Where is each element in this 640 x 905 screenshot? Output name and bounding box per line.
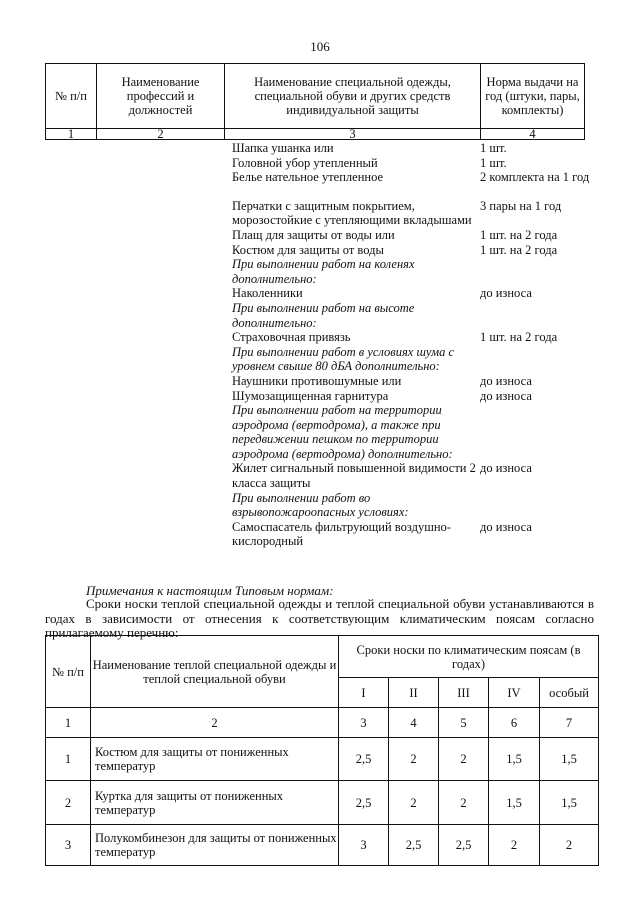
- item-name: Костюм для защиты от воды: [232, 242, 384, 257]
- item-norm: [464, 491, 584, 520]
- row-value: 2: [439, 738, 489, 781]
- item-norm: [480, 185, 600, 199]
- equipment-item: [232, 141, 612, 156]
- item-name: При выполнении работ на территории аэродрома (вертодрома), а также при передвижении пешком по территории аэродрома (вертодрома) дополнительно:: [232, 403, 453, 461]
- equipment-item: [232, 374, 612, 389]
- table-row: [46, 738, 599, 781]
- condition-heading: [232, 345, 612, 374]
- header-number: № п/п: [46, 636, 91, 708]
- item-norm: до износа: [480, 373, 532, 388]
- row-value: 1,5: [489, 738, 540, 781]
- equipment-item: [232, 389, 612, 404]
- row-value: 2: [389, 781, 439, 825]
- header-number: № п/п: [46, 64, 97, 129]
- item-norm: 1 шт. на 2 года: [480, 227, 558, 242]
- notes-title: Примечания к настоящим Типовым нормам:: [86, 583, 334, 598]
- equipment-item: [232, 228, 612, 243]
- row-value: 1,5: [540, 738, 599, 781]
- item-name: При выполнении работ во взрывопожароопасных условиях:: [232, 490, 409, 520]
- equipment-item: [232, 156, 612, 171]
- column-number: 3: [225, 129, 481, 140]
- row-value: 1,5: [489, 781, 540, 825]
- climate-table: [45, 635, 599, 866]
- item-name: Наколенники: [232, 286, 303, 301]
- column-number: 4: [481, 129, 585, 140]
- item-norm: до износа: [480, 461, 532, 476]
- item-name: Жилет сигнальный повышенной видимости 2 класса защиты: [232, 461, 476, 491]
- column-number: 2: [91, 708, 339, 738]
- row-value: 3: [339, 825, 389, 866]
- equipment-item: [232, 199, 612, 228]
- row-number: 2: [46, 781, 91, 825]
- zone-header: II: [389, 678, 439, 708]
- zone-header: особый: [540, 678, 599, 708]
- item-name: При выполнении работ на высоте дополнительно:: [232, 300, 415, 330]
- column-number: 1: [46, 129, 97, 140]
- item-norm: 1 шт.: [480, 141, 507, 155]
- item-norm: 1 шт. на 2 года: [480, 242, 558, 257]
- column-number: 4: [389, 708, 439, 738]
- item-norm: до износа: [480, 388, 532, 403]
- header-climate-zones: Сроки носки по климатическим поясам (в годах): [339, 636, 599, 678]
- row-value: 2: [389, 738, 439, 781]
- item-norm: до износа: [480, 519, 532, 534]
- column-number: 5: [439, 708, 489, 738]
- row-value: 2,5: [339, 738, 389, 781]
- item-name: Шумозащищенная гарнитура: [232, 388, 389, 403]
- item-norm: 3 пары на 1 год: [480, 198, 562, 213]
- zone-header: III: [439, 678, 489, 708]
- condition-heading: [232, 257, 612, 286]
- row-number: 1: [46, 738, 91, 781]
- header-clothing-name: Наименование теплой специальной одежды и теплой специальной обуви: [91, 636, 339, 708]
- item-name: Головной убор утепленный: [232, 155, 378, 170]
- equipment-item: [232, 170, 612, 185]
- equipment-item: [232, 286, 612, 301]
- condition-heading: [232, 403, 612, 461]
- header-profession: Наименование профессий и должностей: [97, 64, 225, 129]
- row-value: 2: [489, 825, 540, 866]
- equipment-item: [232, 520, 612, 549]
- item-norm: [464, 257, 584, 286]
- item-norm: 2 комплекта на 1 год: [480, 170, 590, 185]
- column-number: 7: [540, 708, 599, 738]
- equipment-item: [232, 330, 612, 345]
- header-norm: Норма выдачи на год (штуки, пары, комплекты): [481, 64, 585, 129]
- item-norm: 1 шт. на 2 года: [480, 330, 558, 345]
- row-name: Полукомбинезон для защиты от пониженных температур: [91, 825, 339, 866]
- column-number: 2: [97, 129, 225, 140]
- item-name: Страховочная привязь: [232, 330, 351, 345]
- condition-heading: [232, 491, 612, 520]
- item-norm: [464, 301, 584, 330]
- table-row: [46, 825, 599, 866]
- item-norm: до износа: [480, 286, 532, 301]
- item-name: При выполнении работ на коленях дополнительно:: [232, 257, 415, 286]
- item-name: При выполнении работ в условиях шума с уровнем свыше 80 дБА дополнительно:: [232, 344, 455, 374]
- item-norm: 1 шт.: [480, 155, 507, 170]
- row-name: Куртка для защиты от пониженных температур: [91, 781, 339, 825]
- zone-header: IV: [489, 678, 540, 708]
- item-name: Перчатки с защитным покрытием, морозостойкие с утепляющими вкладышами: [232, 198, 472, 228]
- row-value: 1,5: [540, 781, 599, 825]
- item-name: Шапка ушанка или: [232, 141, 334, 155]
- item-name: Белье нательное утепленное: [232, 170, 384, 185]
- header-equipment: Наименование специальной одежды, специальной обуви и других средств индивидуальной защиты: [225, 64, 481, 129]
- top-table-header: [45, 63, 585, 140]
- equipment-list: [232, 141, 612, 549]
- row-value: 2: [540, 825, 599, 866]
- row-name: Костюм для защиты от пониженных температур: [91, 738, 339, 781]
- row-value: 2,5: [339, 781, 389, 825]
- table-row: [46, 781, 599, 825]
- row-value: 2: [439, 781, 489, 825]
- item-name: [232, 185, 480, 199]
- item-name: Плащ для защиты от воды или: [232, 227, 395, 242]
- equipment-item: [232, 461, 612, 490]
- row-value: 2,5: [439, 825, 489, 866]
- item-norm: [464, 403, 584, 461]
- page-number: 106: [310, 39, 330, 54]
- column-number: 3: [339, 708, 389, 738]
- row-value: 2,5: [389, 825, 439, 866]
- row-number: 3: [46, 825, 91, 866]
- zone-header: I: [339, 678, 389, 708]
- notes-text: Сроки носки теплой специальной одежды и теплой специальной обуви устанавливаются в годах в зависимости от отнесения к соответствующим климатическим поясам согласно прилагаемому перечню:: [45, 596, 594, 641]
- equipment-item: [232, 185, 612, 199]
- condition-heading: [232, 301, 612, 330]
- item-name: Самоспасатель фильтрующий воздушно-кислородный: [232, 519, 451, 549]
- equipment-item: [232, 243, 612, 258]
- item-norm: [464, 345, 584, 374]
- column-number: 1: [46, 708, 91, 738]
- column-number: 6: [489, 708, 540, 738]
- item-name: Наушники противошумные или: [232, 373, 402, 388]
